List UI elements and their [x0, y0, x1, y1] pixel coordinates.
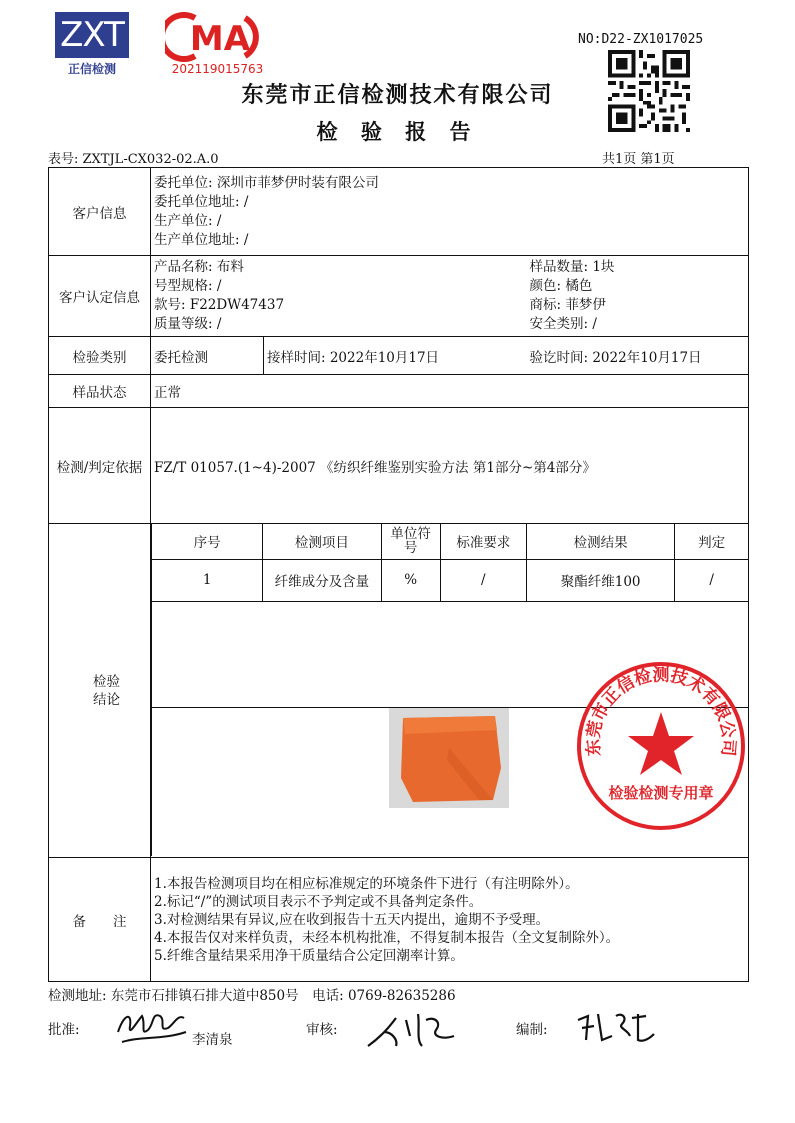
- sample-state-label: 样品状态: [49, 375, 151, 408]
- note-2: 2.标记“/”的测试项目表示不予判定或不具备判定条件。: [154, 893, 483, 910]
- page-count: 共1页 第1页: [602, 152, 675, 167]
- approve-label: 批准:: [48, 1022, 80, 1038]
- lab-address: 检测地址: 东莞市石排镇石排大道中850号 电话: 0769-82635286: [48, 988, 456, 1004]
- zxt-logo: [55, 12, 129, 74]
- official-seal-icon: [575, 660, 747, 832]
- product-info-right: [527, 256, 749, 337]
- basis-row: [49, 408, 749, 524]
- product-grade: 质量等级: /: [154, 316, 222, 332]
- safety-category: 安全类别: /: [529, 316, 597, 332]
- row-verdict: /: [675, 559, 748, 601]
- row-serial: 1: [152, 559, 263, 601]
- form-number: 表号: ZXTJL-CX032-02.A.0: [48, 152, 219, 167]
- zxt-logo-mark: ZXT: [55, 12, 129, 58]
- product-info-label: 客户认定信息: [49, 256, 151, 337]
- fabric-sample-icon: [389, 708, 509, 808]
- product-style-no: 款号: F22DW47437: [154, 297, 285, 313]
- approver-name: 李清泉: [192, 1032, 233, 1048]
- conclusion-label: [49, 524, 151, 858]
- basis-value: FZ/T 01057.(1~4)-2007 《纺织纤维鉴别实验方法 第1部分~第4部分》: [151, 408, 749, 524]
- header-serial: 序号: [152, 524, 263, 559]
- review-label: 审核:: [306, 1022, 338, 1038]
- row-item: 纤维成分及含量: [263, 559, 381, 601]
- sample-color: 颜色: 橘色: [529, 278, 593, 294]
- notes-cell: [151, 858, 749, 982]
- product-spec: 号型规格: /: [154, 278, 222, 294]
- company-name: 东莞市正信检测技术有限公司: [241, 83, 554, 108]
- inspection-type-label: 检验类别: [49, 337, 151, 375]
- header-unit: 单位符号: [381, 524, 440, 559]
- client-name: 委托单位: 深圳市菲梦伊时装有限公司: [154, 174, 379, 191]
- row-result: 聚酯纤维100: [526, 559, 674, 601]
- cma-logo-text: MA: [189, 19, 251, 59]
- notes-label: 备 注: [49, 858, 151, 982]
- sample-brand: 商标: 菲梦伊: [529, 297, 606, 313]
- product-info-left: [151, 256, 527, 337]
- report-number: NO:D22-ZX1017025: [578, 32, 704, 47]
- note-1: 1.本报告检测项目均在相应标准规定的环境条件下进行（有注明除外）。: [154, 875, 579, 892]
- note-3: 3.对检测结果有异议,应在收到报告十五天内提出，逾期不予受理。: [154, 911, 550, 928]
- seal-ring-text: 东莞市正信检测技术有限公司: [583, 665, 739, 757]
- results-header-row: [152, 524, 749, 559]
- completed-date: 验讫时间: 2022年10月17日: [527, 337, 749, 375]
- sample-state-row: [49, 375, 749, 408]
- client-info-label: 客户信息: [49, 168, 151, 256]
- client-address: 委托单位地址: /: [154, 193, 249, 210]
- qr-code-icon: [608, 50, 690, 132]
- cma-logo-icon: [165, 12, 270, 62]
- header-standard: 标准要求: [440, 524, 526, 559]
- seal-bottom-text: 检验检测专用章: [608, 784, 714, 802]
- basis-label: 检测/判定依据: [49, 408, 151, 524]
- report-title: 检 验 报 告: [316, 120, 479, 144]
- approve-signature-icon: [112, 1002, 192, 1048]
- sample-quantity: 样品数量: 1块: [529, 259, 615, 275]
- sample-state-value: 正常: [151, 375, 749, 408]
- note-4: 4.本报告仅对来样负责，未经本机构批准，不得复制本报告（全文复制除外）。: [154, 929, 620, 946]
- header-result: 检测结果: [526, 524, 674, 559]
- table-row: [152, 559, 749, 601]
- notes-row: [49, 858, 749, 982]
- header-verdict: 判定: [675, 524, 748, 559]
- conclusion-label-line1: 检验: [93, 673, 120, 690]
- row-unit: %: [381, 559, 440, 601]
- zxt-logo-subtitle: 正信检测: [67, 62, 116, 76]
- product-name: 产品名称: 布料: [154, 259, 244, 275]
- conclusion-label-line2: 结论: [93, 691, 120, 708]
- producer-name: 生产单位: /: [154, 212, 222, 229]
- header-item: 检测项目: [263, 524, 381, 559]
- cma-number: 202119015763: [171, 62, 264, 76]
- client-info-row: [49, 168, 749, 256]
- report-table: [48, 167, 749, 982]
- prepare-label: 编制:: [516, 1022, 548, 1038]
- product-info-row: [49, 256, 749, 337]
- note-5: 5.纤维含量结果采用净干质量结合公定回潮率计算。: [154, 947, 464, 964]
- received-date: 接样时间: 2022年10月17日: [264, 337, 527, 375]
- row-standard: /: [440, 559, 526, 601]
- cma-logo: [165, 12, 270, 78]
- producer-address: 生产单位地址: /: [154, 231, 249, 248]
- sample-photo: [389, 708, 509, 808]
- inspection-type-value: 委托检测: [151, 337, 264, 375]
- prepare-signature-icon: [572, 1006, 658, 1048]
- client-info-cell: [151, 168, 749, 256]
- review-signature-icon: [362, 1006, 462, 1052]
- inspection-type-row: [49, 337, 749, 375]
